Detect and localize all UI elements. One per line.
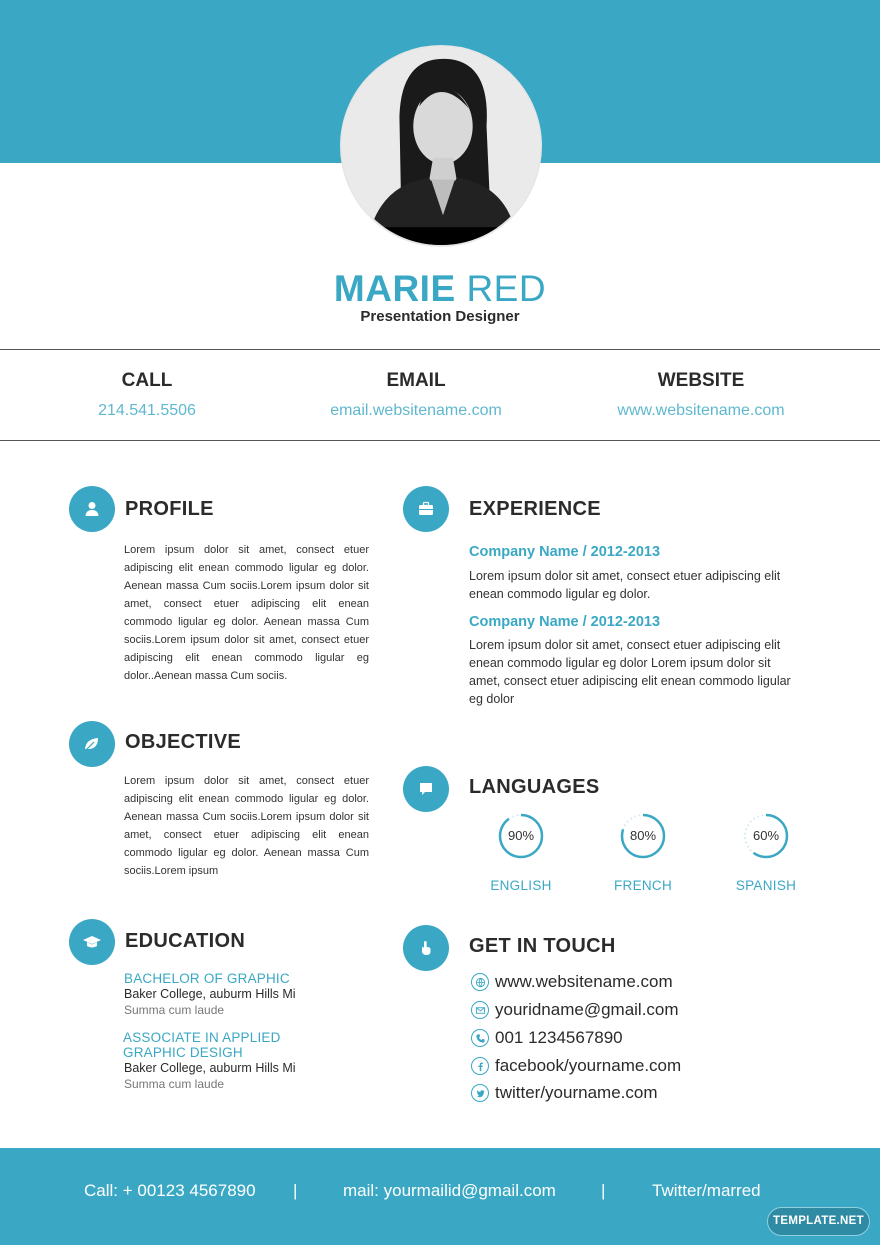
hand-pointer-icon <box>416 938 436 958</box>
touch-facebook[interactable] <box>471 1055 681 1077</box>
contact-email <box>271 370 561 420</box>
contact-website <box>556 370 846 420</box>
divider-bottom <box>0 440 880 441</box>
touch-phone[interactable] <box>471 1027 623 1049</box>
globe-icon <box>471 973 489 991</box>
edu-1-school: Baker College, auburm Hills Mi <box>124 987 296 1001</box>
language-spanish-ring <box>742 812 790 860</box>
profile-section-icon <box>69 486 115 532</box>
footer-mail[interactable]: mail: yourmailid@gmail.com <box>343 1181 556 1200</box>
experience-2-company: Company Name / 2012-2013 <box>469 614 661 630</box>
divider-top <box>0 349 880 350</box>
language-english <box>476 812 566 893</box>
experience-section-icon <box>403 486 449 532</box>
chat-icon <box>416 779 436 799</box>
template-net-badge[interactable]: TEMPLATE.NET <box>767 1207 870 1236</box>
contact-website-value[interactable]: www.websitename.com <box>617 402 785 419</box>
job-title: Presentation Designer <box>360 308 520 325</box>
touch-twitter[interactable] <box>471 1082 658 1104</box>
profile-text: Lorem ipsum dolor sit amet, consect etuer adipiscing elit enean commodo ligular eg dolor. Aenean massa Cum sociis.Lorem ipsum dolor sit amet, consect etuer adipiscing elit enean commodo ligular eg dolor. Aenean massa Cum sociis.Lorem ipsum dolor sit amet, consect etuer adipiscing elit enean commodo ligular eg dolor..Aenean massa Cum sociis. <box>124 544 369 682</box>
first-name: MARIE <box>333 268 456 309</box>
language-french <box>598 812 688 893</box>
graduation-cap-icon <box>82 932 102 952</box>
touch-email-text[interactable]: youridname@gmail.com <box>495 1000 679 1019</box>
edu-2-school: Baker College, auburm Hills Mi <box>124 1061 296 1075</box>
experience-1-company: Company Name / 2012-2013 <box>469 544 661 560</box>
language-french-ring <box>619 812 667 860</box>
touch-phone-text[interactable]: 001 1234567890 <box>495 1028 623 1047</box>
education-title: EDUCATION <box>125 930 246 952</box>
leaf-icon <box>82 734 102 754</box>
contact-email-label: EMAIL <box>386 370 446 391</box>
briefcase-icon <box>416 499 436 519</box>
language-spanish-name: SPANISH <box>735 878 797 893</box>
language-spanish-percent: 60% <box>752 828 780 843</box>
portrait-image <box>342 47 540 245</box>
footer-separator-2: | <box>601 1181 606 1200</box>
touch-email[interactable] <box>471 999 679 1021</box>
last-name: RED <box>466 268 547 309</box>
contact-email-value[interactable]: email.websitename.com <box>330 402 502 419</box>
contact-call-value[interactable]: 214.541.5506 <box>98 402 196 419</box>
experience-2-text: Lorem ipsum dolor sit amet, consect etuer adipiscing elit enean commodo ligular eg dolor Lorem ipsum dolor sit amet, consect etuer adipiscing elit enean commodo ligular eg dolor <box>469 638 791 706</box>
languages-title: LANGUAGES <box>469 776 600 798</box>
language-english-percent: 90% <box>507 828 535 843</box>
experience-1-text: Lorem ipsum dolor sit amet, consect etuer adipiscing elit enean commodo ligular eg dolor. <box>469 569 781 601</box>
objective-title: OBJECTIVE <box>125 731 242 753</box>
mail-icon <box>471 1001 489 1019</box>
language-french-percent: 80% <box>629 828 657 843</box>
contact-call <box>2 370 292 420</box>
objective-text: Lorem ipsum dolor sit amet, consect etuer adipiscing elit enean commodo ligular eg dolor. Aenean massa Cum sociis.Lorem ipsum dolor sit amet, consect etuer adipiscing elit enean commodo ligular eg dolor. Aenean massa Cum sociis.Lorem ipsum <box>124 775 369 877</box>
edu-2-degree-line2: GRAPHIC DESIGH <box>123 1045 243 1060</box>
language-spanish <box>721 812 811 893</box>
edu-2-note: Summa cum laude <box>124 1077 225 1091</box>
edu-2-degree: ASSOCIATE IN APPLIED <box>123 1030 281 1045</box>
language-english-ring <box>497 812 545 860</box>
touch-website-text[interactable]: www.websitename.com <box>495 972 673 991</box>
touch-facebook-text[interactable]: facebook/yourname.com <box>495 1056 682 1075</box>
facebook-icon <box>471 1057 489 1075</box>
get-in-touch-title: GET IN TOUCH <box>469 935 616 957</box>
contact-website-label: WEBSITE <box>657 370 745 391</box>
edu-1-note: Summa cum laude <box>124 1003 225 1017</box>
footer-twitter[interactable]: Twitter/marred <box>652 1181 761 1200</box>
language-french-name: FRENCH <box>613 878 673 893</box>
twitter-icon <box>471 1084 489 1102</box>
touch-website[interactable] <box>471 971 673 993</box>
contact-call-label: CALL <box>121 370 173 391</box>
education-section-icon <box>69 919 115 965</box>
phone-icon <box>471 1029 489 1047</box>
objective-section-icon <box>69 721 115 767</box>
languages-section-icon <box>403 766 449 812</box>
footer-separator-1: | <box>293 1181 298 1200</box>
get-in-touch-section-icon <box>403 925 449 971</box>
profile-title: PROFILE <box>125 498 214 520</box>
user-icon <box>82 499 102 519</box>
experience-title: EXPERIENCE <box>469 498 601 520</box>
touch-twitter-text[interactable]: twitter/yourname.com <box>495 1083 658 1102</box>
edu-1-degree: BACHELOR OF GRAPHIC <box>124 971 290 986</box>
person-name <box>0 268 880 310</box>
language-english-name: ENGLISH <box>490 878 552 893</box>
footer-call[interactable]: Call: + 00123 4567890 <box>84 1181 256 1200</box>
profile-photo <box>340 45 542 247</box>
